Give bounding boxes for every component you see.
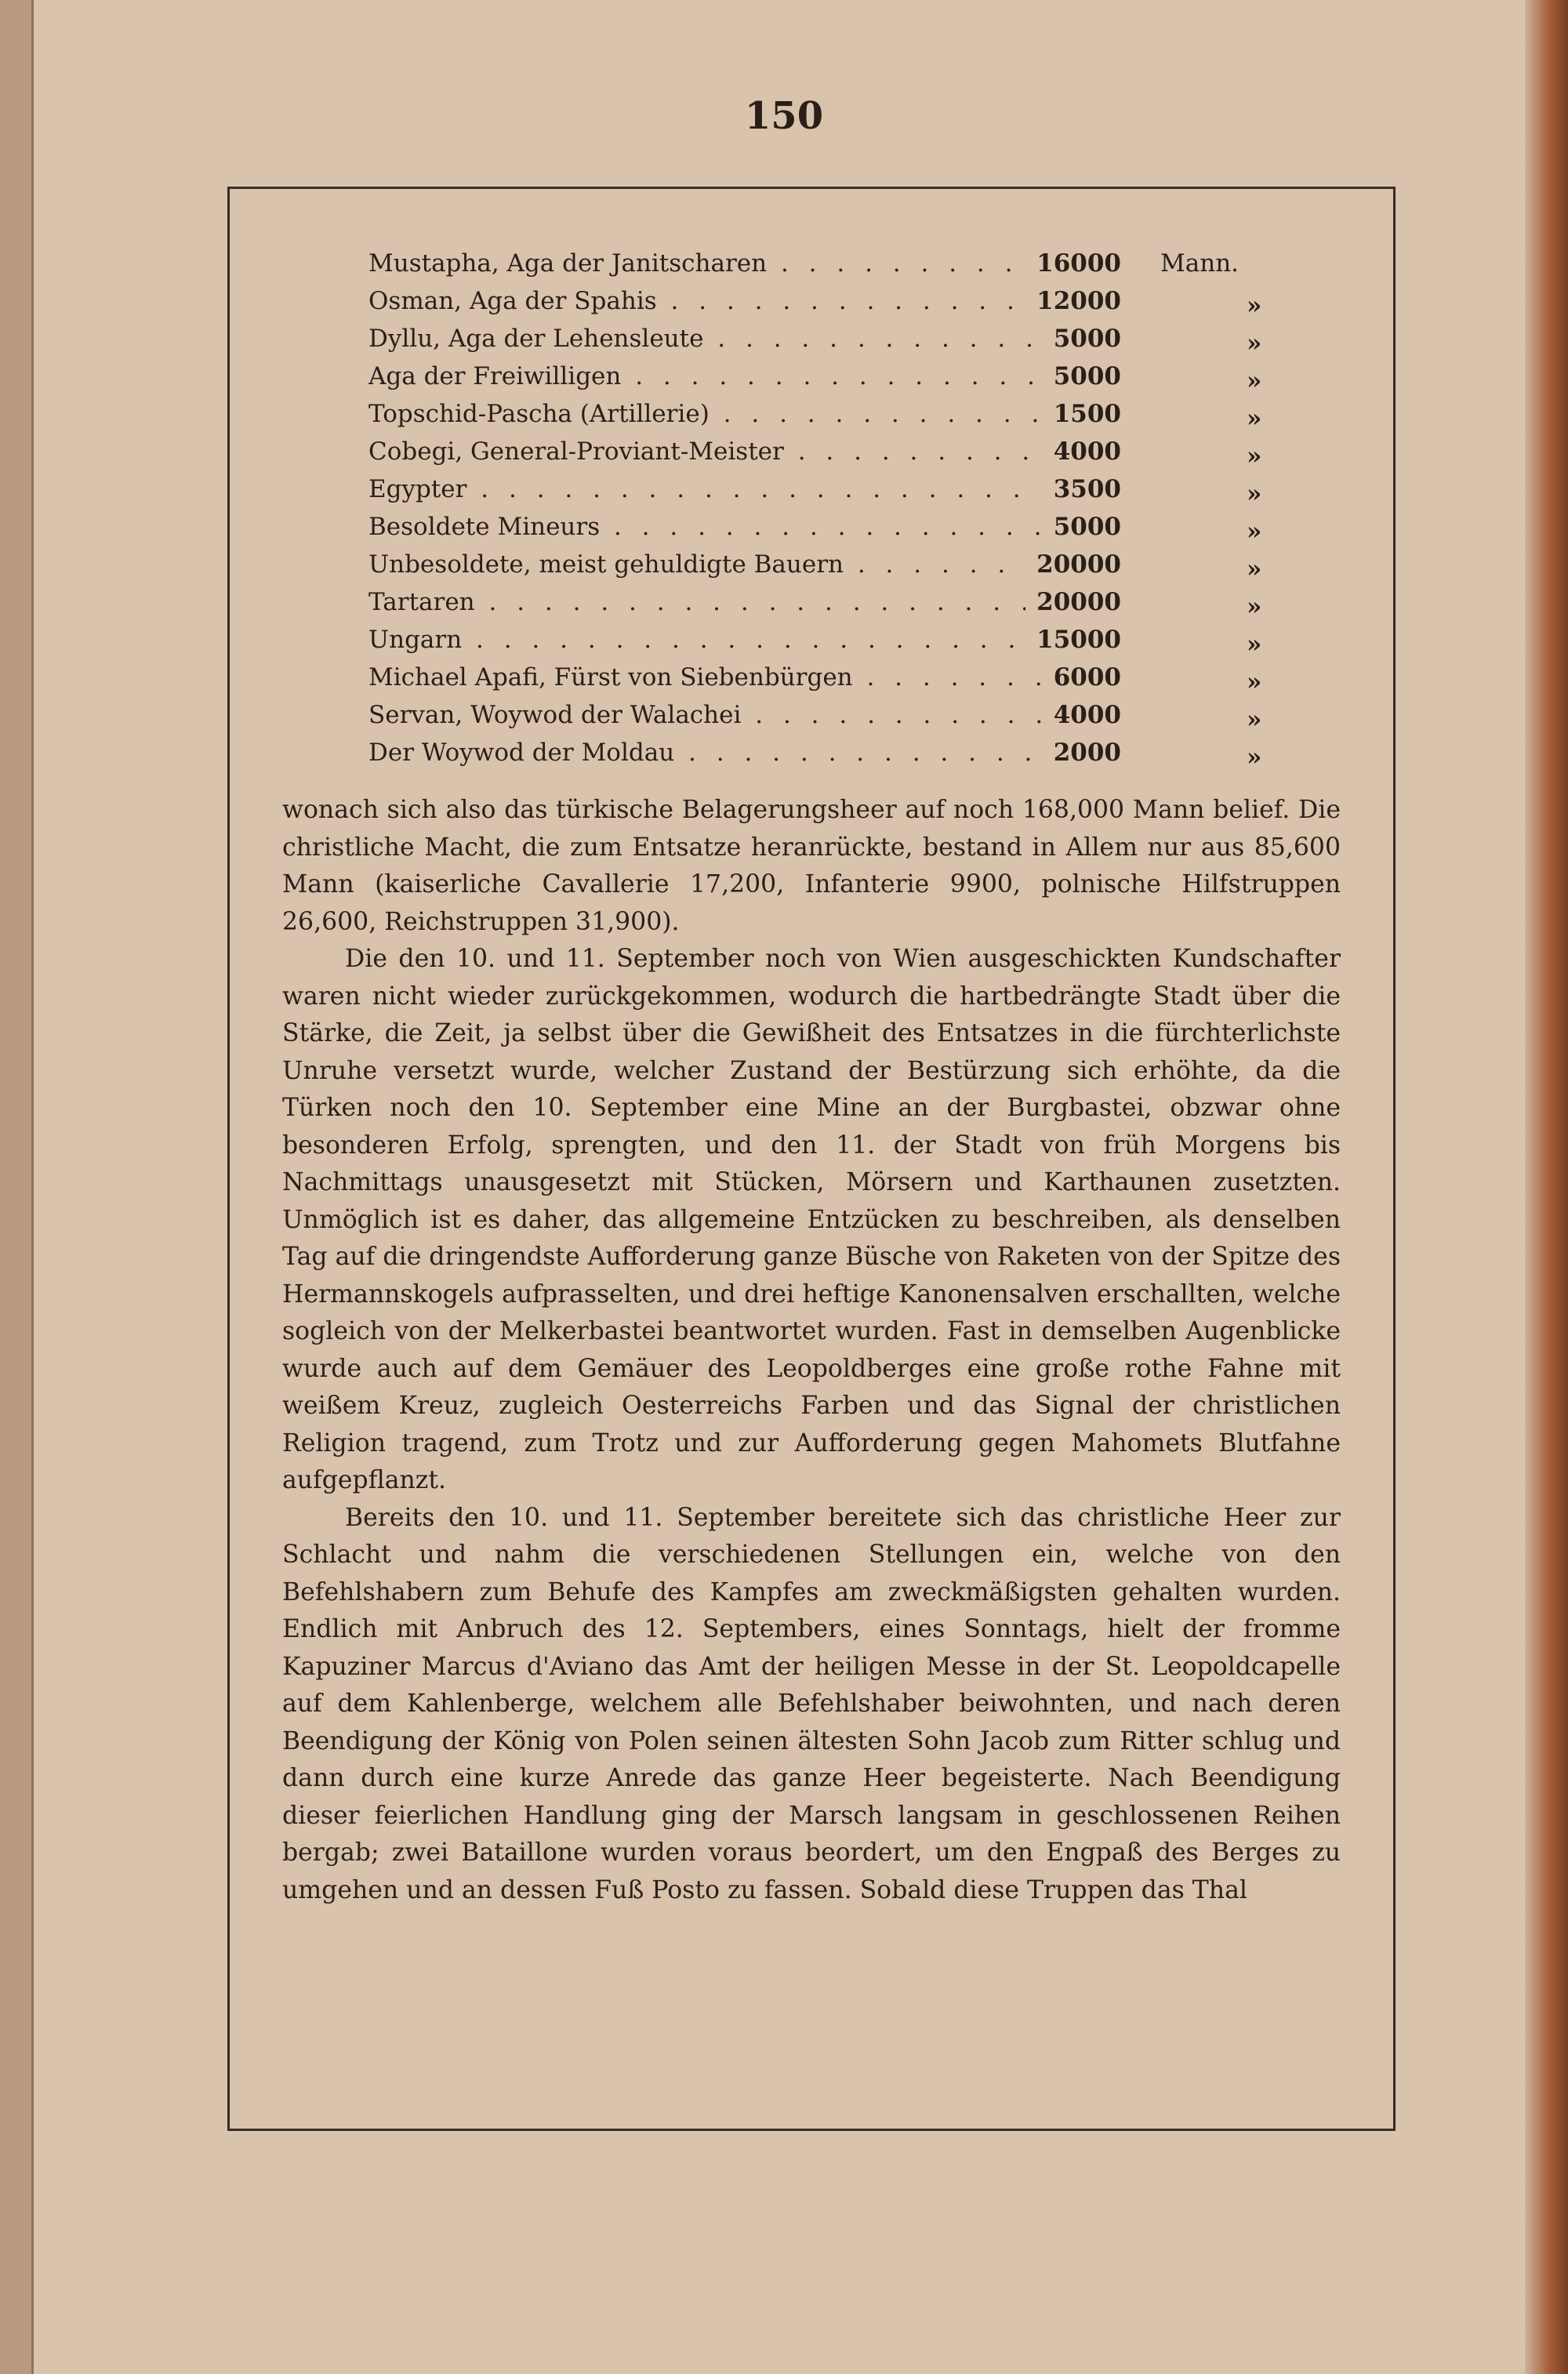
paragraph: Bereits den 10. und 11. September bereitete sich das christliche Heer zur Schlacht und nahm die verschiedenen Stellungen ein, welche von den Befehlshabern zum Behufe des Kampfes am zweckmäßigsten gehalten wurden. Endlich mit Anbruch des 12. Septembers, eines Sonntags, hielt der fromme Kapuziner Marcus d'Aviano das Amt der heiligen Messe in der St. Leopoldcapelle auf dem Kahlenberge, welchem alle Befehlshaber beiwohnten, und nach deren Beendigung der König von Polen seinen ältesten Sohn Jacob zum Ritter schlug und dann durch eine kurze Anrede das ganze Heer begeisterte. Nach Beendigung dieser feierlichen Handlung ging der Marsch langsam in geschlossenen Reihen bergab; zwei Bataillone wurden voraus beordert, um den Engpaß des Berges zu umgehen und an dessen Fuß Posto zu fassen. Sobald diese Truppen das Thal (282, 1503, 1341, 1904)
army-list-row (368, 621, 1321, 659)
army-entry-unit: » (1247, 367, 1262, 395)
paragraph: wonach sich also das türkische Belagerungsheer auf noch 168,000 Mann belief. Die christliche Macht, die zum Entsatze heranrückte, bestand in Allem nur aus 85,600 Mann (kaiserliche Cavallerie 17,200, Infanterie 9900, polnische Hilfstruppen 26,600, Reichstruppen 31,900). (282, 796, 1341, 936)
army-list-row (368, 659, 1321, 696)
army-entry-name: Besoldete Mineurs . . . (368, 508, 1121, 546)
body-text (282, 792, 1341, 1909)
army-entry-count: 12000 (1025, 282, 1121, 320)
army-entry-unit: » (1247, 292, 1262, 320)
army-entry-unit: » (1247, 480, 1262, 508)
army-entry-name: Cobegi, General-Proviant-Meister . . . (368, 433, 1121, 470)
army-entry-unit: » (1247, 329, 1262, 358)
army-entry-count: 6000 (1043, 659, 1121, 696)
army-entry-unit: » (1247, 555, 1262, 583)
army-list-row (368, 320, 1321, 358)
army-entry-unit: » (1247, 442, 1262, 470)
army-entry-unit: » (1247, 668, 1262, 696)
army-entry-count: 3500 (1043, 470, 1121, 508)
army-list-row (368, 696, 1321, 734)
army-list-row (368, 583, 1321, 621)
army-entry-name: Dyllu, Aga der Lehensleute . . . (368, 320, 1121, 358)
paragraph: Die den 10. und 11. September noch von Wien ausgeschickten Kundschafter waren nicht wieder zurückgekommen, wodurch die hartbedrängte Stadt über die Stärke, die Zeit, ja selbst über die Gewißheit des Entsatzes in die fürchterlichste Unruhe versetzt wurde, welcher Zustand der Bestürzung sich erhöhte, da die Türken noch den 10. September eine Mine an der Burgbastei, obzwar ohne besonderen Erfolg, sprengten, und den 11. der Stadt von früh Morgens bis Nachmittags unausgesetzt mit Stücken, Mörsern und Karthaunen zusetzten. Unmöglich ist es daher, das allgemeine Entzücken zu beschreiben, als denselben Tag auf die dringendste Aufforderung ganze Büsche von Raketen von der Spitze des Hermannskogels aufprasselten, und drei heftige Kanonensalven erschallten, welche sogleich von der Melkerbastei beantwortet wurden. Fast in demselben Augenblicke wurde auch auf dem Gemäuer des Leopoldberges eine große rothe Fahne mit weißem Kreuz, zugleich Oesterreichs Farben und das Signal der christlichen Religion tragend, zum Trotz und zur Aufforderung gegen Mahomets Blutfahne aufgepflanzt. (282, 945, 1341, 1494)
army-entry-name: Mustapha, Aga der Janitscharen . . . (368, 245, 1121, 282)
army-entry-name: Der Woywod der Moldau . . . (368, 734, 1121, 771)
army-entry-count: 4000 (1043, 696, 1121, 734)
army-list-row (368, 508, 1321, 546)
army-entry-count: 5000 (1043, 320, 1121, 358)
army-entry-unit: » (1247, 743, 1262, 771)
army-entry-unit: » (1247, 706, 1262, 734)
army-entry-count: 5000 (1043, 358, 1121, 395)
army-list (368, 245, 1321, 771)
book-spine-edge (0, 0, 34, 2374)
army-entry-count: 20000 (1025, 546, 1121, 583)
army-entry-name: Aga der Freiwilligen . . . (368, 358, 1121, 395)
army-list-row (368, 734, 1321, 771)
army-list-row (368, 470, 1321, 508)
army-entry-count: 2000 (1043, 734, 1121, 771)
army-entry-unit: » (1247, 405, 1262, 433)
army-entry-count: 15000 (1025, 621, 1121, 659)
army-entry-name: Ungarn . . . (368, 621, 1121, 659)
army-entry-unit: » (1247, 593, 1262, 621)
army-list-row (368, 546, 1321, 583)
army-entry-count: 16000 (1025, 245, 1121, 282)
army-entry-name: Unbesoldete, meist gehuldigte Bauern . . . (368, 546, 1121, 583)
page-number: 150 (744, 94, 824, 138)
army-list-row (368, 282, 1321, 320)
army-entry-name: Tartaren . . . (368, 583, 1121, 621)
army-entry-unit: » (1247, 630, 1262, 659)
army-entry-count: 1500 (1043, 395, 1121, 433)
army-list-row (368, 433, 1321, 470)
army-entry-unit: » (1247, 517, 1262, 546)
army-list-row (368, 358, 1321, 395)
army-list-row (368, 395, 1321, 433)
army-entry-count: 4000 (1043, 433, 1121, 470)
army-entry-count: 20000 (1025, 583, 1121, 621)
army-entry-name: Michael Apafi, Fürst von Siebenbürgen . . . (368, 659, 1121, 696)
army-entry-unit: Mann. (1160, 249, 1240, 278)
book-cover-edge (1525, 0, 1568, 2374)
army-entry-name: Topschid-Pascha (Artillerie) . . . (368, 395, 1121, 433)
army-entry-name: Osman, Aga der Spahis . . . (368, 282, 1121, 320)
army-entry-count: 5000 (1043, 508, 1121, 546)
army-list-row (368, 245, 1321, 282)
army-entry-name: Servan, Woywod der Walachei . . . (368, 696, 1121, 734)
army-entry-name: Egypter . . . (368, 470, 1121, 508)
